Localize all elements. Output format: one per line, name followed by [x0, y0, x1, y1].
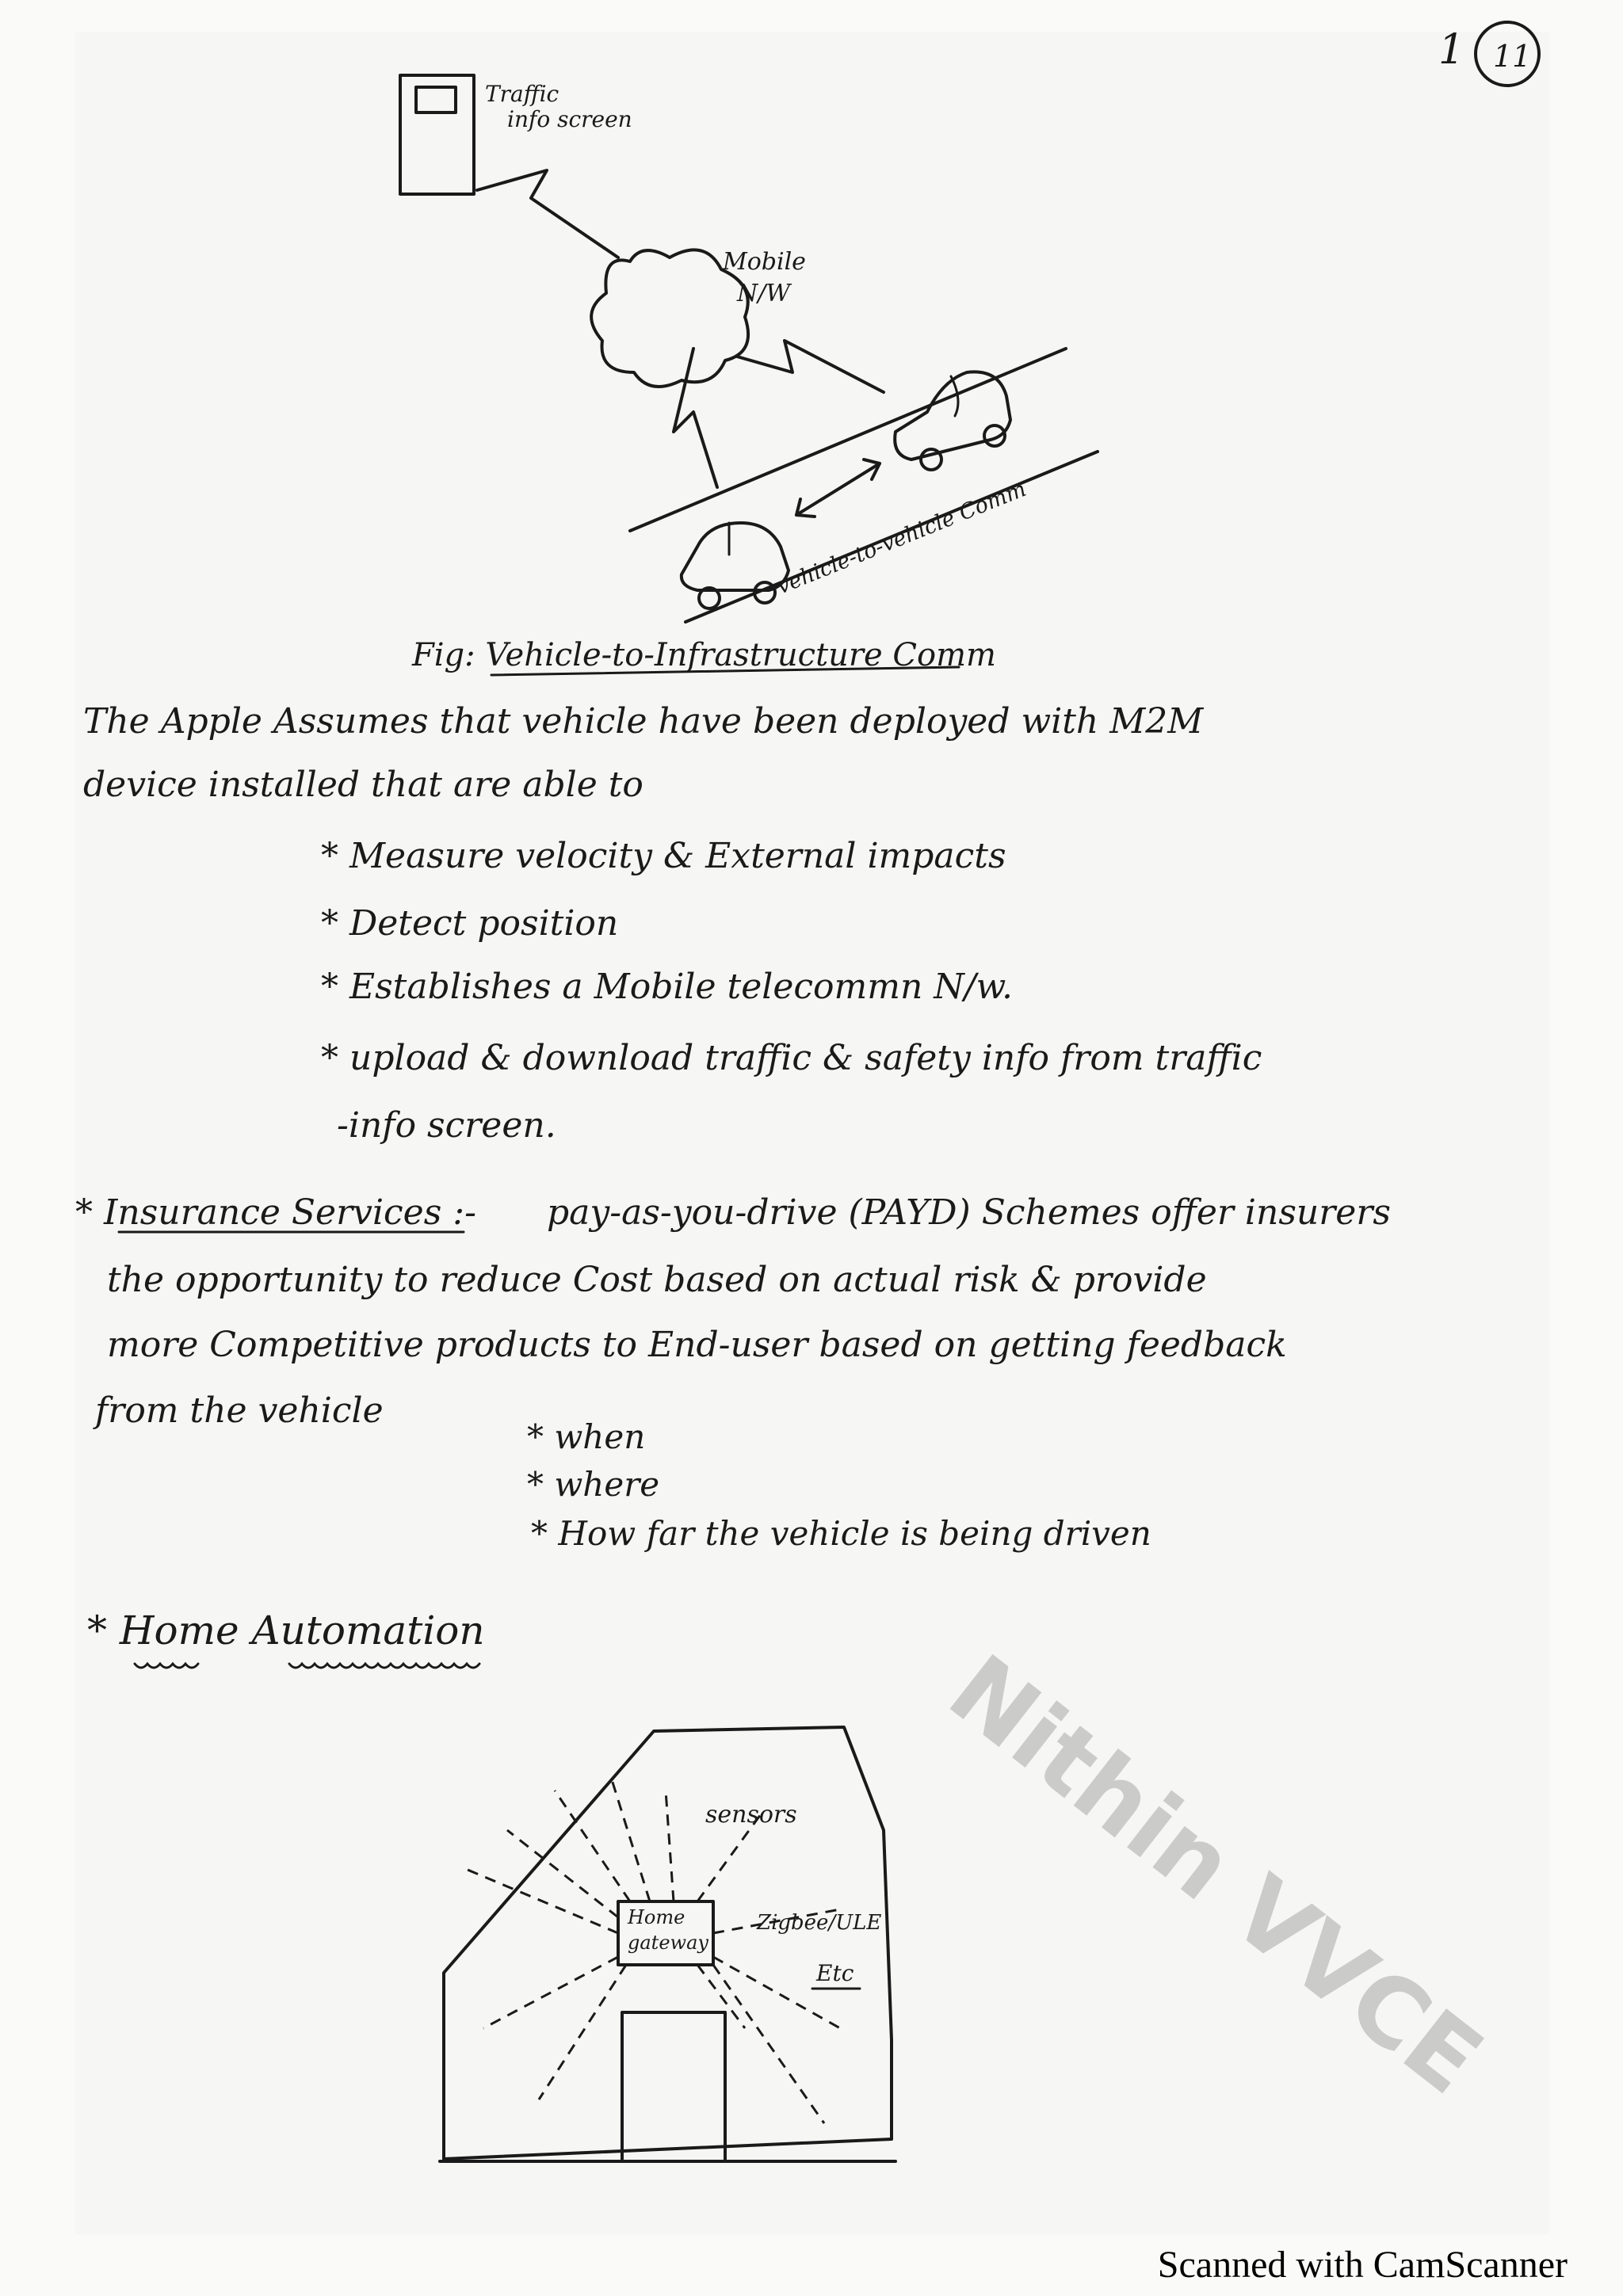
- gateway-label-1: Home: [628, 1906, 685, 1928]
- traffic-screen-icon: [400, 75, 474, 194]
- paragraph-m2m-devices: [83, 701, 1204, 805]
- page-number-main: 1: [1438, 26, 1465, 74]
- watermark: Nithin VVCE: [929, 1634, 1502, 2116]
- etc-label: Etc: [816, 1960, 854, 1986]
- insurance-bullet: * when: [527, 1417, 646, 1456]
- insurance-heading: * Insurance Services :-: [75, 1192, 476, 1233]
- insurance-services-section: [75, 1192, 1391, 1553]
- capability-item: -info screen.: [337, 1105, 556, 1146]
- capability-item: * Measure velocity & External impacts: [321, 836, 1006, 876]
- house-door: [622, 2012, 725, 2159]
- protocol-label: Zigbee/ULE: [757, 1911, 882, 1935]
- home-automation-section: [87, 1608, 896, 2161]
- paragraph1-line1: The Apple Assumes that vehicle have been deployed with M2M: [83, 701, 1204, 742]
- scanner-footer: Scanned with CamScanner: [1157, 2244, 1568, 2286]
- home-automation-heading: * Home Automation: [87, 1608, 485, 1653]
- vehicle-2: [895, 372, 1010, 470]
- capability-item: * Establishes a Mobile telecommn N/w.: [321, 967, 1014, 1007]
- insurance-bullet: * How far the vehicle is being driven: [531, 1514, 1151, 1553]
- m2m-capabilities-list: [321, 836, 1262, 1146]
- heading-squiggle: [135, 1664, 198, 1668]
- gateway-label-2: gateway: [628, 1932, 708, 1954]
- traffic-screen-label-1: Traffic: [485, 81, 559, 107]
- capability-item: * Detect position: [321, 903, 619, 944]
- figure1-caption: Fig: Vehicle-to-Infrastructure Comm: [412, 637, 996, 673]
- traffic-screen-display: [416, 87, 456, 113]
- insurance-bullet: * where: [527, 1465, 660, 1504]
- vehicle-1: [682, 523, 789, 608]
- heading-squiggle: [289, 1664, 479, 1668]
- screen-network-link: [477, 170, 618, 257]
- traffic-screen-label-2: info screen: [507, 106, 632, 132]
- page-number: [1438, 22, 1539, 86]
- insurance-line2: the opportunity to reduce Cost based on actual risk & provide: [107, 1260, 1207, 1300]
- v2v-label: vehicle-to-vehicle Comm: [773, 476, 1030, 600]
- insurance-line4: from the vehicle: [95, 1390, 384, 1431]
- network-label-1: Mobile: [723, 248, 806, 276]
- page-number-sub: 11: [1493, 39, 1532, 74]
- network-car1-link: [674, 349, 717, 487]
- figure-v2i: [400, 75, 1098, 675]
- capability-item: * upload & download traffic & safety info from traffic: [321, 1038, 1262, 1078]
- network-car2-link: [737, 341, 884, 392]
- insurance-line1: pay-as-you-drive (PAYD) Schemes offer insurers: [547, 1192, 1391, 1233]
- network-label-2: N/W: [737, 280, 791, 307]
- paragraph1-line2: device installed that are able to: [83, 765, 643, 805]
- v2v-arrow: [796, 460, 880, 517]
- sensors-label: sensors: [705, 1801, 797, 1829]
- insurance-line3: more Competitive products to End-user based on getting feedback: [107, 1325, 1287, 1365]
